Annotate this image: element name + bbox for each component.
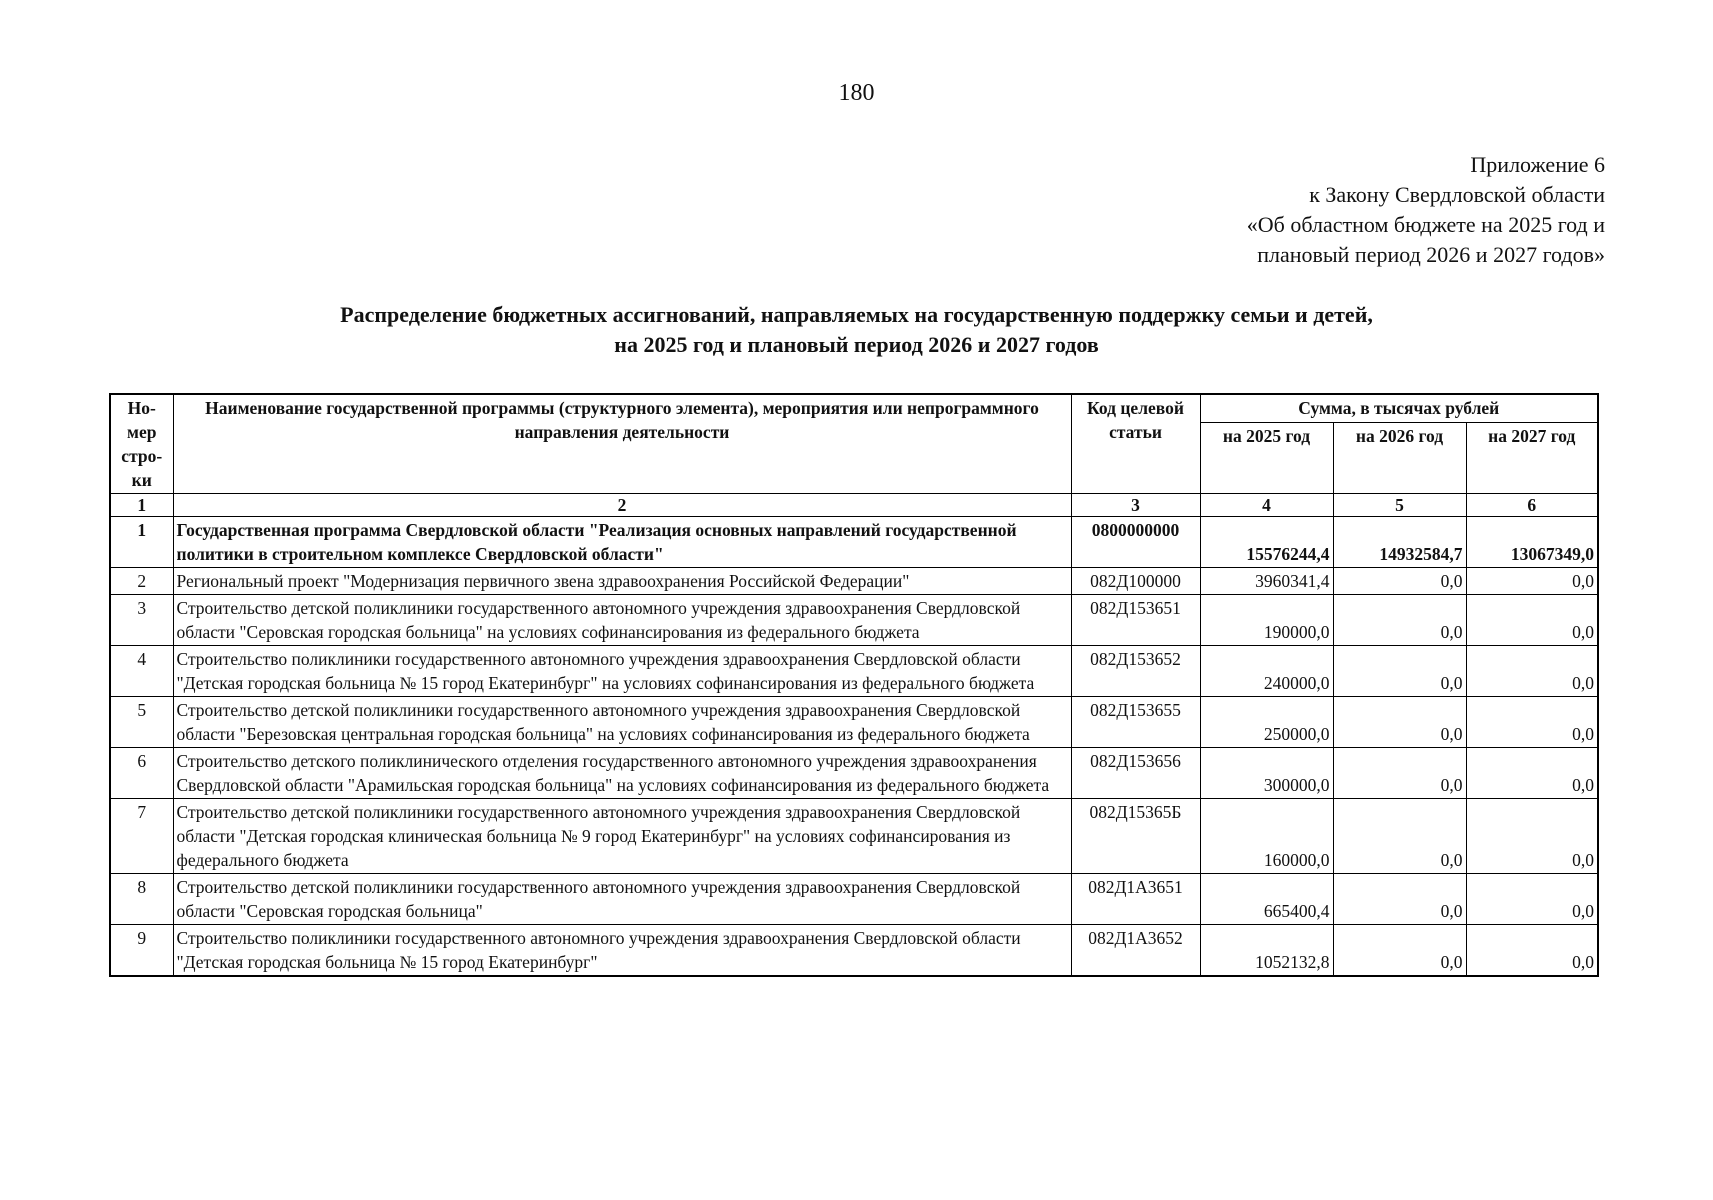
document-title <box>160 300 1553 360</box>
row-code: 082Д153655 <box>1071 697 1200 748</box>
row-code: 082Д1А3652 <box>1071 925 1200 977</box>
row-amount-2026: 0,0 <box>1333 646 1466 697</box>
row-name: Государственная программа Свердловской области "Реализация основных направлений государственной политики в строительном комплексе Свердловской области" <box>173 517 1071 568</box>
table-row <box>110 799 1598 874</box>
appendix-block <box>1247 150 1605 270</box>
header-row-1 <box>110 394 1598 423</box>
row-number: 5 <box>110 697 173 748</box>
column-index-row <box>110 494 1598 517</box>
row-number: 2 <box>110 568 173 595</box>
row-number: 7 <box>110 799 173 874</box>
header-row-number: Но- мер стро- ки <box>110 394 173 494</box>
table-row <box>110 925 1598 977</box>
row-number: 3 <box>110 595 173 646</box>
row-amount-2027: 0,0 <box>1466 595 1598 646</box>
row-amount-2025: 15576244,4 <box>1200 517 1333 568</box>
row-amount-2026: 0,0 <box>1333 595 1466 646</box>
column-index: 1 <box>110 494 173 517</box>
row-amount-2025: 250000,0 <box>1200 697 1333 748</box>
budget-table <box>109 393 1599 977</box>
row-amount-2026: 14932584,7 <box>1333 517 1466 568</box>
column-index: 2 <box>173 494 1071 517</box>
appendix-line-3: «Об областном бюджете на 2025 год и <box>1246 212 1605 237</box>
title-line-2: на 2025 год и плановый период 2026 и 2027 годов <box>614 332 1099 357</box>
header-2026: на 2026 год <box>1333 423 1466 494</box>
row-name: Строительство детского поликлинического отделения государственного автономного учреждения здравоохранения Свердловской области "Арамильская городская больница" на условиях софинансирования из федерального бюджета <box>173 748 1071 799</box>
row-name: Строительство детской поликлиники государственного автономного учреждения здравоохранения Свердловской области "Детская городская клиническая больница № 9 город Екатеринбург" на условиях софинансирования из федерального бюджета <box>173 799 1071 874</box>
row-amount-2025: 665400,4 <box>1200 874 1333 925</box>
header-code: Код целевой статьи <box>1071 394 1200 494</box>
table-row <box>110 568 1598 595</box>
table-row <box>110 595 1598 646</box>
row-code: 082Д100000 <box>1071 568 1200 595</box>
row-amount-2026: 0,0 <box>1333 748 1466 799</box>
row-name: Строительство поликлиники государственного автономного учреждения здравоохранения Свердловской области "Детская городская больница № 15 город Екатеринбург" <box>173 925 1071 977</box>
header-2027: на 2027 год <box>1466 423 1598 494</box>
row-amount-2026: 0,0 <box>1333 697 1466 748</box>
row-code: 082Д1А3651 <box>1071 874 1200 925</box>
row-amount-2027: 0,0 <box>1466 874 1598 925</box>
column-index: 4 <box>1200 494 1333 517</box>
row-code: 082Д153651 <box>1071 595 1200 646</box>
row-amount-2025: 300000,0 <box>1200 748 1333 799</box>
row-code: 082Д153656 <box>1071 748 1200 799</box>
table-row <box>110 748 1598 799</box>
row-amount-2026: 0,0 <box>1333 568 1466 595</box>
header-sum: Сумма, в тысячах рублей <box>1200 394 1598 423</box>
header-name: Наименование государственной программы (структурного элемента), мероприятия или непрограммного направления деятельности <box>173 394 1071 494</box>
row-number: 8 <box>110 874 173 925</box>
column-index: 5 <box>1333 494 1466 517</box>
header-2025: на 2025 год <box>1200 423 1333 494</box>
table-row <box>110 517 1598 568</box>
table-body <box>110 494 1598 977</box>
row-amount-2025: 190000,0 <box>1200 595 1333 646</box>
row-number: 1 <box>110 517 173 568</box>
row-amount-2027: 0,0 <box>1466 925 1598 977</box>
row-amount-2027: 0,0 <box>1466 646 1598 697</box>
row-name: Строительство детской поликлиники государственного автономного учреждения здравоохранения Свердловской области "Серовская городская больница" <box>173 874 1071 925</box>
table-row <box>110 646 1598 697</box>
row-number: 9 <box>110 925 173 977</box>
row-amount-2025: 240000,0 <box>1200 646 1333 697</box>
appendix-line-1: Приложение 6 <box>1470 152 1605 177</box>
row-amount-2026: 0,0 <box>1333 799 1466 874</box>
row-name: Региональный проект "Модернизация первичного звена здравоохранения Российской Федерации" <box>173 568 1071 595</box>
page-number: 180 <box>838 80 875 106</box>
row-amount-2027: 0,0 <box>1466 568 1598 595</box>
row-name: Строительство детской поликлиники государственного автономного учреждения здравоохранения Свердловской области "Серовская городская больница" на условиях софинансирования из федерального бюджета <box>173 595 1071 646</box>
row-amount-2027: 0,0 <box>1466 748 1598 799</box>
row-amount-2027: 13067349,0 <box>1466 517 1598 568</box>
row-amount-2027: 0,0 <box>1466 799 1598 874</box>
row-amount-2025: 160000,0 <box>1200 799 1333 874</box>
row-amount-2025: 3960341,4 <box>1200 568 1333 595</box>
appendix-line-2: к Закону Свердловской области <box>1309 182 1605 207</box>
table-row <box>110 874 1598 925</box>
row-code: 082Д153652 <box>1071 646 1200 697</box>
title-line-1: Распределение бюджетных ассигнований, направляемых на государственную поддержку семьи и детей, <box>340 302 1373 327</box>
row-code: 082Д15365Б <box>1071 799 1200 874</box>
row-amount-2026: 0,0 <box>1333 925 1466 977</box>
row-number: 6 <box>110 748 173 799</box>
row-amount-2027: 0,0 <box>1466 697 1598 748</box>
row-name: Строительство поликлиники государственного автономного учреждения здравоохранения Свердловской области "Детская городская больница № 15 город Екатеринбург" на условиях софинансирования из федерального бюджета <box>173 646 1071 697</box>
column-index: 3 <box>1071 494 1200 517</box>
appendix-line-4: плановый период 2026 и 2027 годов» <box>1257 242 1605 267</box>
row-amount-2026: 0,0 <box>1333 874 1466 925</box>
row-name: Строительство детской поликлиники государственного автономного учреждения здравоохранения Свердловской области "Березовская центральная городская больница" на условиях софинансирования из федерального бюджета <box>173 697 1071 748</box>
row-amount-2025: 1052132,8 <box>1200 925 1333 977</box>
row-code: 0800000000 <box>1071 517 1200 568</box>
row-number: 4 <box>110 646 173 697</box>
column-index: 6 <box>1466 494 1598 517</box>
table-row <box>110 697 1598 748</box>
